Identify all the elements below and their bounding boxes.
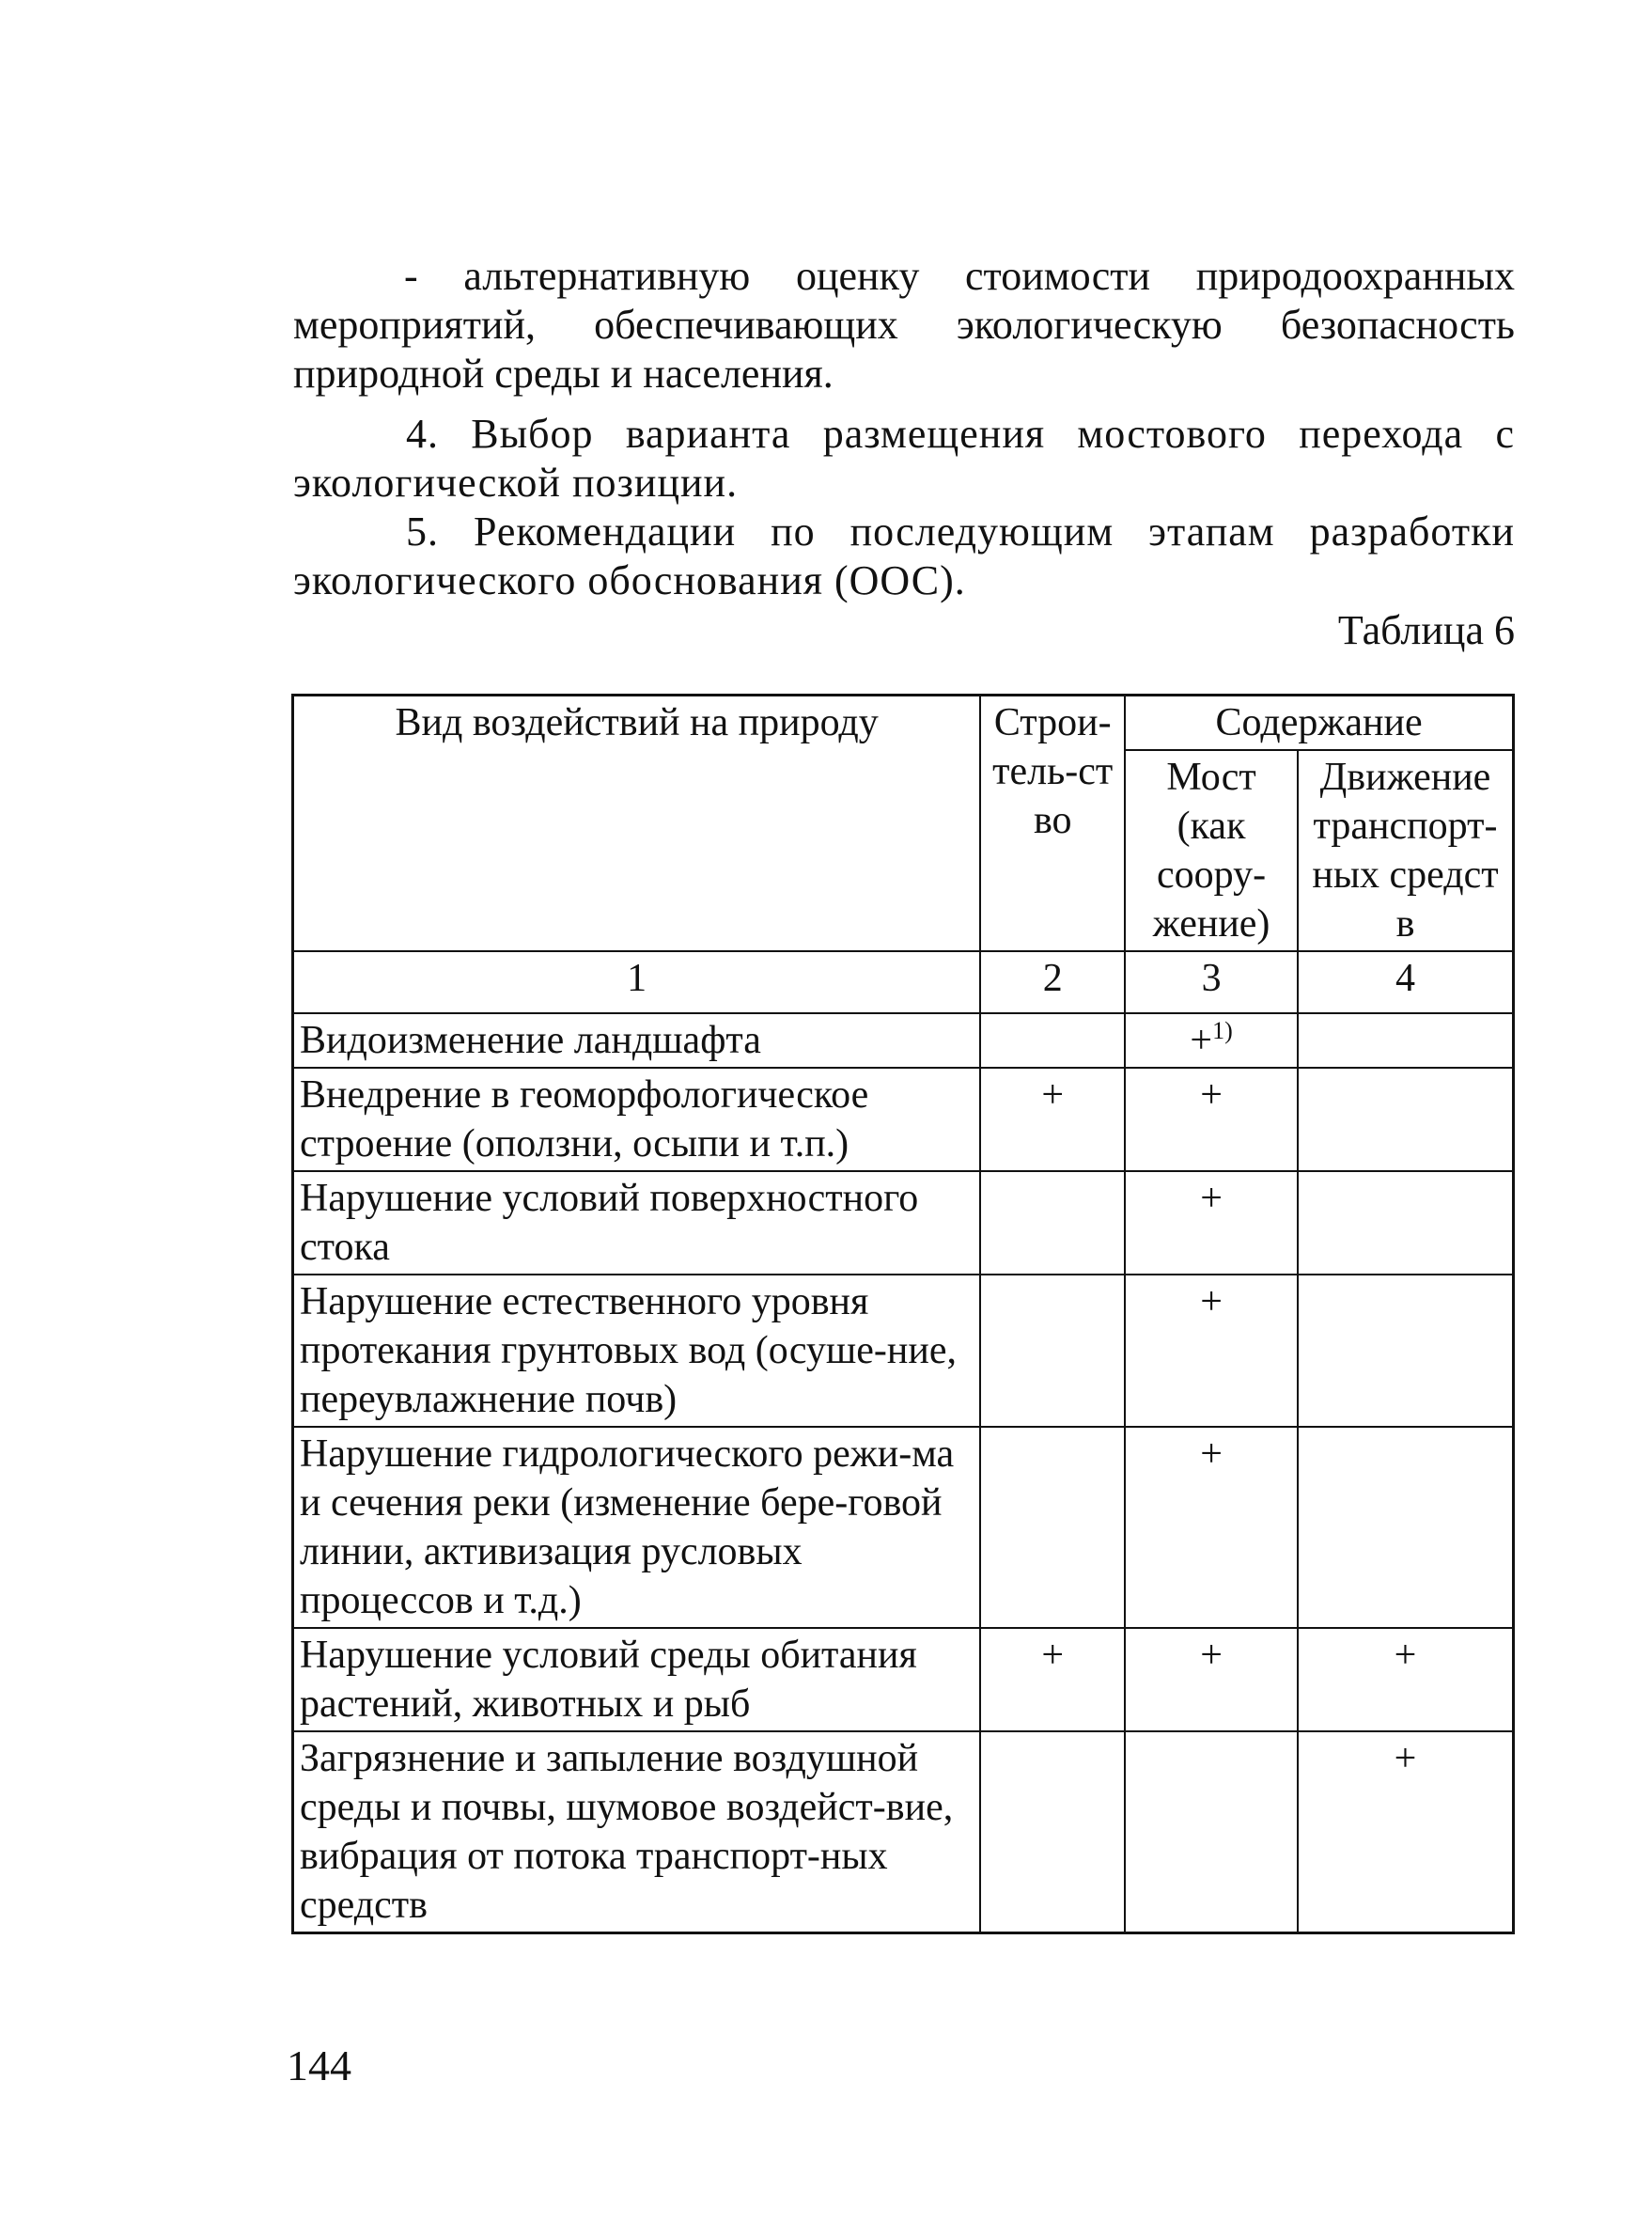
construction-mark bbox=[980, 1171, 1125, 1275]
table-row bbox=[293, 1427, 1514, 1628]
header-construction bbox=[980, 696, 1125, 952]
column-number: 3 bbox=[1125, 951, 1298, 1013]
column-number: 4 bbox=[1298, 951, 1514, 1013]
construction-mark bbox=[980, 1731, 1125, 1933]
table-row bbox=[293, 1171, 1514, 1275]
column-number-row bbox=[293, 951, 1514, 1013]
column-number: 2 bbox=[980, 951, 1125, 1013]
bridge-mark: + bbox=[1125, 1068, 1298, 1171]
bridge-mark: + bbox=[1125, 1628, 1298, 1731]
text-line: 5. Рекомендации по последующим этапам разработки bbox=[406, 508, 1515, 555]
header-impact-type: Вид воздействий на природу bbox=[293, 696, 981, 952]
impact-name: Загрязнение и запыление воздушной среды и почвы, шумовое воздейст-вие, вибрация от потока транспорт-ных средств bbox=[293, 1731, 981, 1933]
text-line: экологического обоснования (ООС). bbox=[293, 557, 966, 603]
traffic-mark: + bbox=[1298, 1731, 1514, 1933]
text-line: экологической позиции. bbox=[293, 460, 739, 506]
bridge-mark: + bbox=[1125, 1171, 1298, 1275]
paragraph-alternative-assessment bbox=[293, 252, 1515, 399]
traffic-mark bbox=[1298, 1013, 1514, 1068]
table-header-row bbox=[293, 696, 1514, 751]
impact-name: Нарушение гидрологического режи-ма и сечения реки (изменение бере-говой линии, активизация русловых процессов и т.д.) bbox=[293, 1427, 981, 1628]
header-traffic-label: Движение транспорт-ных средств bbox=[1312, 756, 1499, 946]
text-line: мероприятий, обеспечивающих экологическую безопасность bbox=[293, 302, 1515, 348]
text-line: - альтернативную оценку стоимости природоохранных bbox=[404, 253, 1515, 299]
impact-name: Нарушение естественного уровня протекания грунтовых вод (осуше-ние, переувлажнение почв) bbox=[293, 1275, 981, 1427]
text-line: 4. Выбор варианта размещения мостового перехода с bbox=[406, 411, 1515, 457]
construction-mark bbox=[980, 1427, 1125, 1628]
impact-name: Нарушение условий среды обитания растений, животных и рыб bbox=[293, 1628, 981, 1731]
header-bridge bbox=[1125, 750, 1298, 951]
page-number: 144 bbox=[287, 2041, 351, 2089]
header-bridge-label: Мост (как соору-жение) bbox=[1152, 756, 1270, 946]
header-traffic bbox=[1298, 750, 1514, 951]
bridge-mark bbox=[1125, 1731, 1298, 1933]
paragraph-item-5 bbox=[293, 508, 1515, 605]
bridge-mark bbox=[1125, 1013, 1298, 1068]
traffic-mark bbox=[1298, 1171, 1514, 1275]
bridge-mark-symbol: + bbox=[1190, 1019, 1213, 1062]
header-maintenance-group: Содержание bbox=[1125, 696, 1513, 751]
construction-mark: + bbox=[980, 1628, 1125, 1731]
table-row bbox=[293, 1731, 1514, 1933]
impact-name: Нарушение условий поверхностного стока bbox=[293, 1171, 981, 1275]
table-row bbox=[293, 1628, 1514, 1731]
bridge-mark: + bbox=[1125, 1275, 1298, 1427]
impact-name: Внедрение в геоморфологическое строение (оползни, осыпи и т.п.) bbox=[293, 1068, 981, 1171]
traffic-mark: + bbox=[1298, 1628, 1514, 1731]
footnote-marker: 1) bbox=[1212, 1017, 1233, 1044]
traffic-mark bbox=[1298, 1275, 1514, 1427]
bridge-mark: + bbox=[1125, 1427, 1298, 1628]
text-line: природной среды и населения. bbox=[293, 351, 834, 397]
table-row bbox=[293, 1013, 1514, 1068]
impact-name: Видоизменение ландшафта bbox=[293, 1013, 981, 1068]
construction-mark bbox=[980, 1013, 1125, 1068]
construction-mark bbox=[980, 1275, 1125, 1427]
header-construction-label: Строи-тель-ство bbox=[992, 701, 1114, 842]
table-row bbox=[293, 1068, 1514, 1171]
paragraph-item-4 bbox=[293, 410, 1515, 508]
traffic-mark bbox=[1298, 1427, 1514, 1628]
column-number: 1 bbox=[293, 951, 981, 1013]
table-row bbox=[293, 1275, 1514, 1427]
traffic-mark bbox=[1298, 1068, 1514, 1171]
construction-mark: + bbox=[980, 1068, 1125, 1171]
table-caption: Таблица 6 bbox=[1337, 607, 1515, 653]
impact-table bbox=[291, 694, 1515, 1934]
